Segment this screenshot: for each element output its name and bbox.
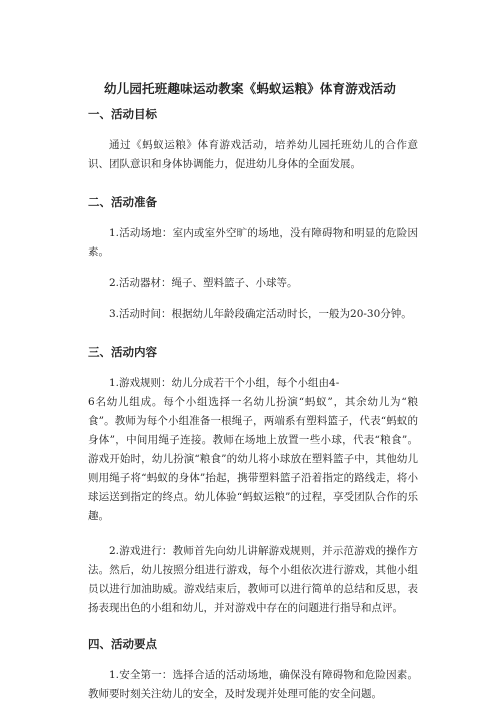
goals-paragraph: 通过《蚂蚁运粮》体育游戏活动，培养幼儿园托班幼儿的合作意识、团队意识和身体协调能力，促进幼儿身体的全面发展。: [88, 139, 418, 170]
content-rules-paragraph: 6名幼儿组成。每个小组选择一名幼儿扮演“蚂蚁”，其余幼儿为“粮食”。教师为每个小组准备一根绳子，两端系有塑料篮子，代表“蚂蚁的身体”，中间用绳子连接。教师在场地上放置一些小球，代表“粮食”。游戏开始时，幼儿扮演“粮食”的幼儿将小球放在塑料篮子中，其他幼儿则用绳子将“蚂蚁的身体”抬起，携带塑料篮子沿着指定的路线走，将小球运送到指定的终点。幼儿体验“蚂蚁运粮”的过程，享受团队合作的乐趣。: [88, 396, 418, 522]
preparation-item-time: 3.活动时间：根据幼儿年龄段确定活动时长，一般为20-30分钟。: [109, 308, 412, 320]
section-heading-keypoints: 四、活动要点: [88, 637, 157, 651]
section-heading-goals: 一、活动目标: [88, 107, 157, 121]
preparation-item-equipment: 2.活动器材：绳子、塑料篮子、小球等。: [109, 277, 298, 289]
document-title: 幼儿园托班趣味运动教案《蚂蚁运粮》体育游戏活动: [103, 81, 397, 96]
preparation-item-venue: 1.活动场地：室内或室外空旷的场地，没有障碍物和明显的危险因素。: [88, 227, 418, 258]
section-heading-preparation: 二、活动准备: [88, 195, 157, 209]
content-procedure-paragraph: 2.游戏进行：教师首先向幼儿讲解游戏规则，并示范游戏的操作方法。然后，幼儿按照分组进行游戏，每个小组依次进行游戏，其他小组员以进行加油助威。游戏结束后，教师可以进行简单的总结和反思，表扬表现出色的小组和幼儿，并对游戏中存在的问题进行指导和点评。: [88, 545, 418, 614]
keypoints-safety-paragraph: 1.安全第一：选择合适的活动场地，确保没有障碍物和危险因素。教师要时刻关注幼儿的安全，及时发现并处理可能的安全问题。: [88, 669, 418, 700]
section-heading-content: 三、活动内容: [88, 345, 157, 359]
document-body: [88, 106, 418, 704]
content-rules-line-1: 1.游戏规则：幼儿分成若干个小组，每个小组由4-: [109, 377, 340, 389]
